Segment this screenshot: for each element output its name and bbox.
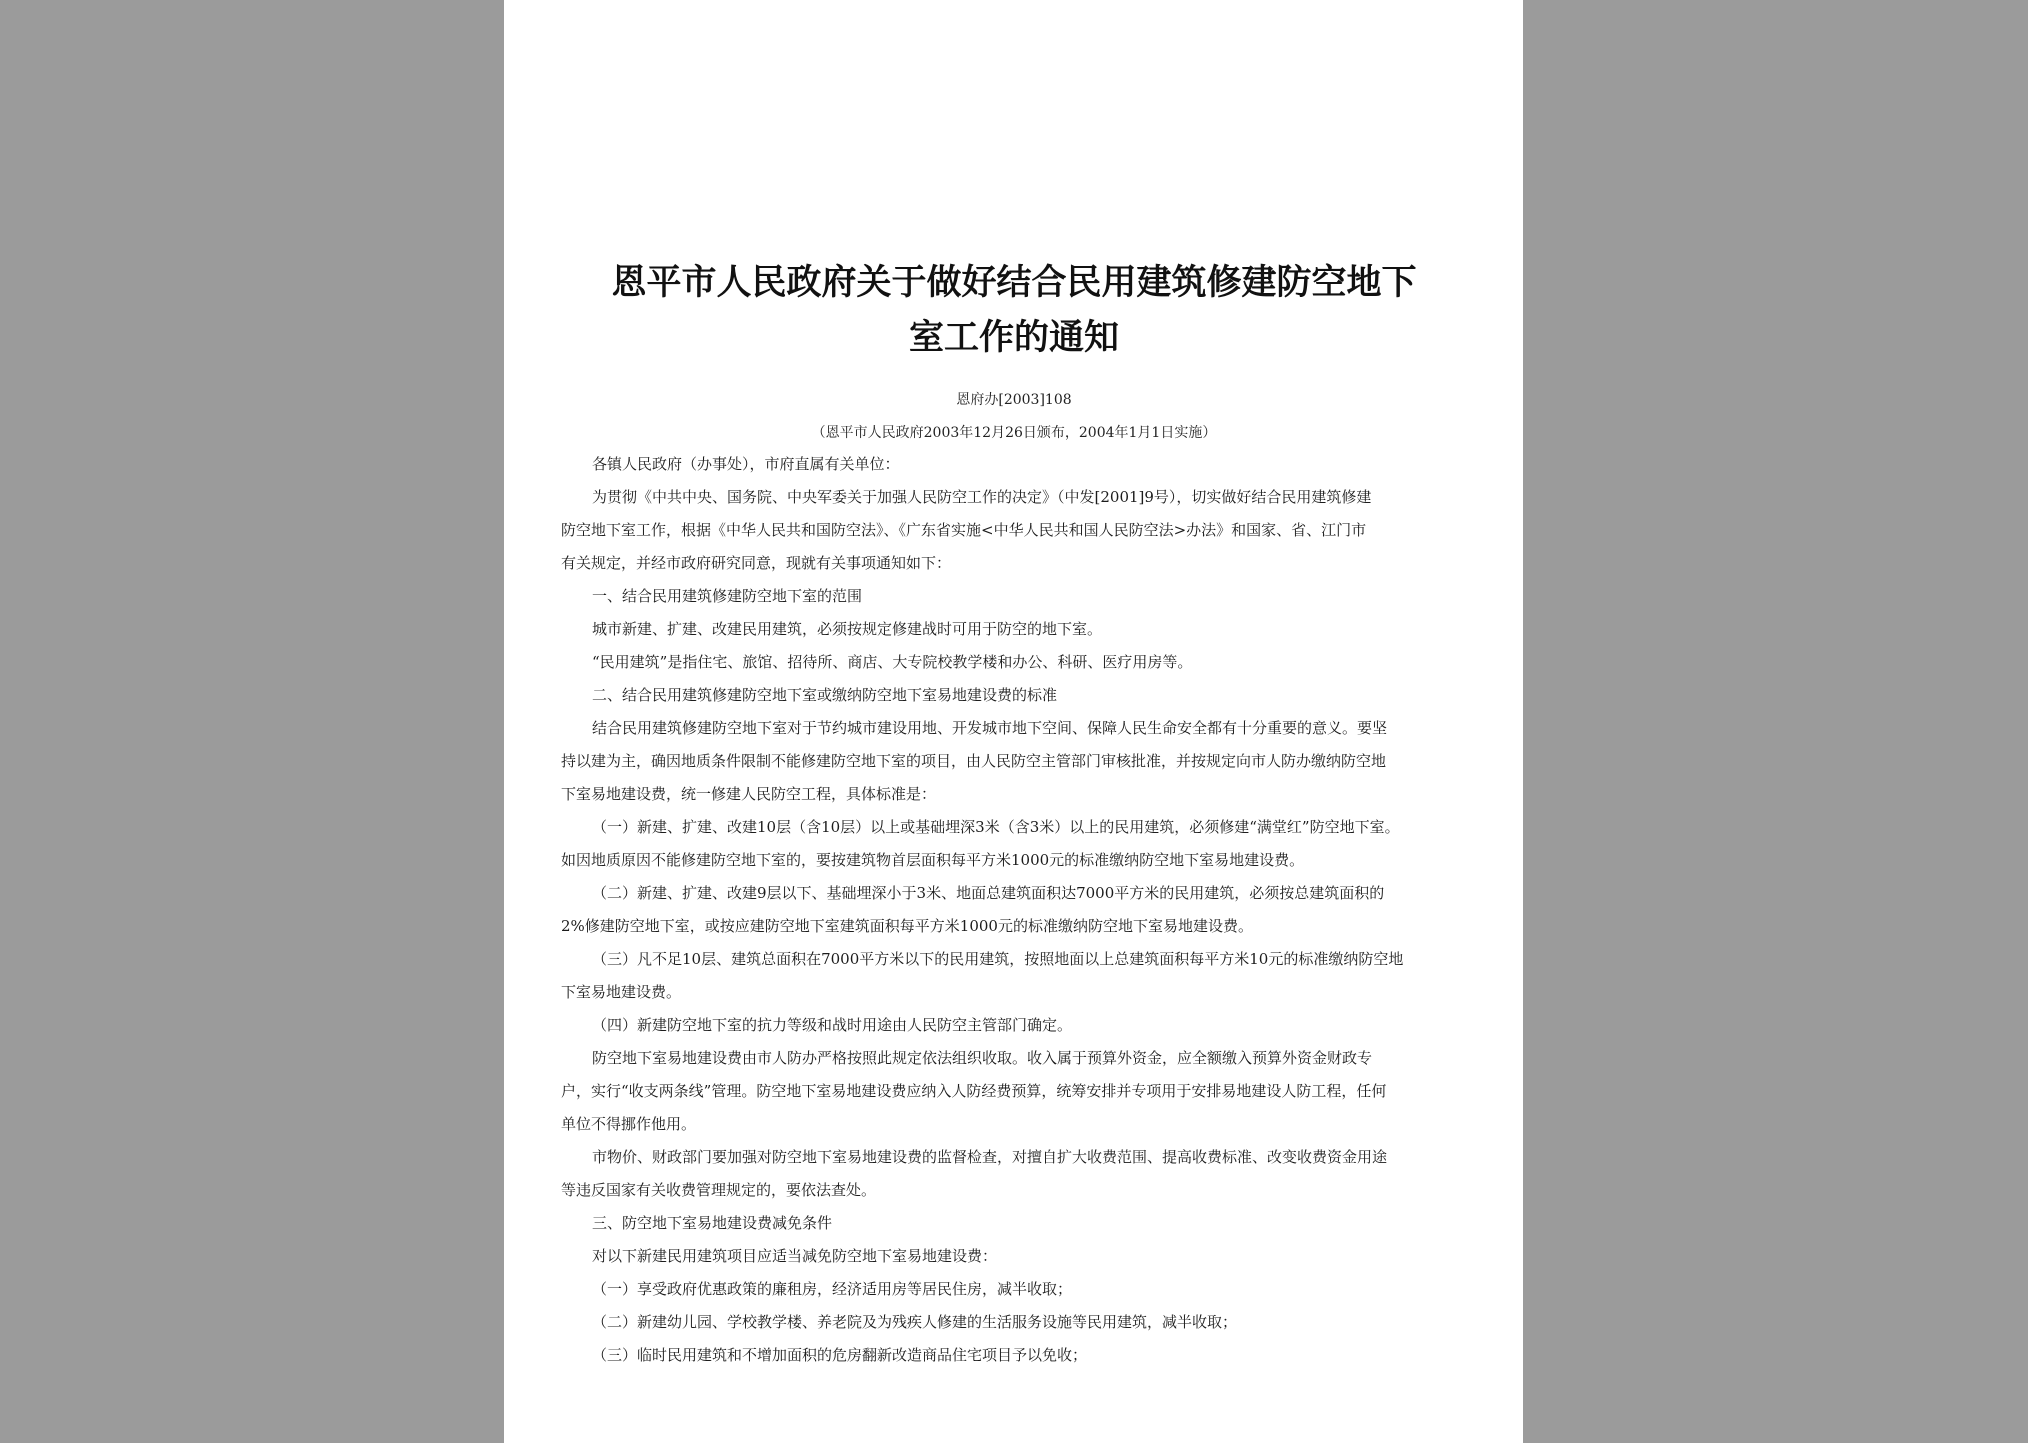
- body-line: 如因地质原因不能修建防空地下室的，要按建筑物首层面积每平方米1000元的标准缴纳防空地下室易地建设费。: [561, 851, 1305, 869]
- body-line: （四）新建防空地下室的抗力等级和战时用途由人民防空主管部门确定。: [592, 1016, 1073, 1034]
- body-line: 结合民用建筑修建防空地下室对于节约城市建设用地、开发城市地下空间、保障人民生命安全都有十分重要的意义。要坚: [592, 719, 1388, 737]
- document-number: 恩府办[2003]108: [956, 392, 1072, 408]
- body-line: （二）新建、扩建、改建9层以下、基础埋深小于3米、地面总建筑面积达7000平方米的民用建筑，必须按总建筑面积的: [592, 884, 1385, 902]
- body-line: 有关规定，并经市政府研究同意，现就有关事项通知如下：: [561, 554, 952, 572]
- body-line: （三）凡不足10层、建筑总面积在7000平方米以下的民用建筑，按照地面以上总建筑面积每平方米10元的标准缴纳防空地: [592, 950, 1404, 968]
- document-title-line-2: 室工作的通知: [908, 318, 1119, 358]
- body-line: 市物价、财政部门要加强对防空地下室易地建设费的监督检查，对擅自扩大收费范围、提高收费标准、改变收费资金用途: [592, 1148, 1388, 1166]
- body-line: （一）享受政府优惠政策的廉租房，经济适用房等居民住房，减半收取；: [592, 1280, 1073, 1298]
- body-line: 等违反国家有关收费管理规定的，要依法查处。: [561, 1181, 877, 1199]
- body-line: 防空地下室工作，根据《中华人民共和国防空法》、《广东省实施<中华人民共和国人民防空法>办法》和国家、省、江门市: [561, 521, 1367, 539]
- body-line: （三）临时民用建筑和不增加面积的危房翻新改造商品住宅项目予以免收；: [592, 1346, 1088, 1364]
- issue-date-note: （恩平市人民政府2003年12月26日颁布，2004年1月1日实施）: [811, 425, 1217, 441]
- body-line: 单位不得挪作他用。: [561, 1115, 697, 1133]
- body-line: “民用建筑”是指住宅、旅馆、招待所、商店、大专院校教学楼和办公、科研、医疗用房等。: [592, 653, 1193, 671]
- document-page: [504, 0, 1523, 1443]
- body-line: （二）新建幼儿园、学校教学楼、养老院及为残疾人修建的生活服务设施等民用建筑，减半收取；: [592, 1313, 1238, 1331]
- document-title-line-1: 恩平市人民政府关于做好结合民用建筑修建防空地下: [611, 263, 1417, 303]
- body-line: （一）新建、扩建、改建10层（含10层）以上或基础埋深3米（含3米）以上的民用建筑，必须修建“满堂红”防空地下室。: [592, 818, 1400, 836]
- body-line: 各镇人民政府（办事处），市府直属有关单位：: [592, 455, 900, 473]
- section-heading: 二、结合民用建筑修建防空地下室或缴纳防空地下室易地建设费的标准: [592, 686, 1058, 704]
- body-line: 下室易地建设费，统一修建人民防空工程，具体标准是：: [561, 785, 937, 803]
- body-line: 户，实行“收支两条线”管理。防空地下室易地建设费应纳入人防经费预算，统筹安排并专项用于安排易地建设人防工程，任何: [561, 1082, 1387, 1100]
- body-line: 对以下新建民用建筑项目应适当减免防空地下室易地建设费：: [592, 1247, 998, 1265]
- body-line: 下室易地建设费。: [561, 983, 682, 1001]
- body-line: 为贯彻《中共中央、国务院、中央军委关于加强人民防空工作的决定》（中发[2001]9号），切实做好结合民用建筑修建: [592, 488, 1372, 506]
- section-heading: 三、防空地下室易地建设费减免条件: [592, 1214, 833, 1232]
- section-heading: 一、结合民用建筑修建防空地下室的范围: [592, 587, 863, 605]
- body-line: 持以建为主，确因地质条件限制不能修建防空地下室的项目，由人民防空主管部门审核批准，并按规定向市人防办缴纳防空地: [561, 752, 1387, 770]
- body-line: 城市新建、扩建、改建民用建筑，必须按规定修建战时可用于防空的地下室。: [592, 620, 1103, 638]
- body-line: 2%修建防空地下室，或按应建防空地下室建筑面积每平方米1000元的标准缴纳防空地下室易地建设费。: [561, 917, 1253, 935]
- body-line: 防空地下室易地建设费由市人防办严格按照此规定依法组织收取。收入属于预算外资金，应全额缴入预算外资金财政专: [592, 1049, 1373, 1067]
